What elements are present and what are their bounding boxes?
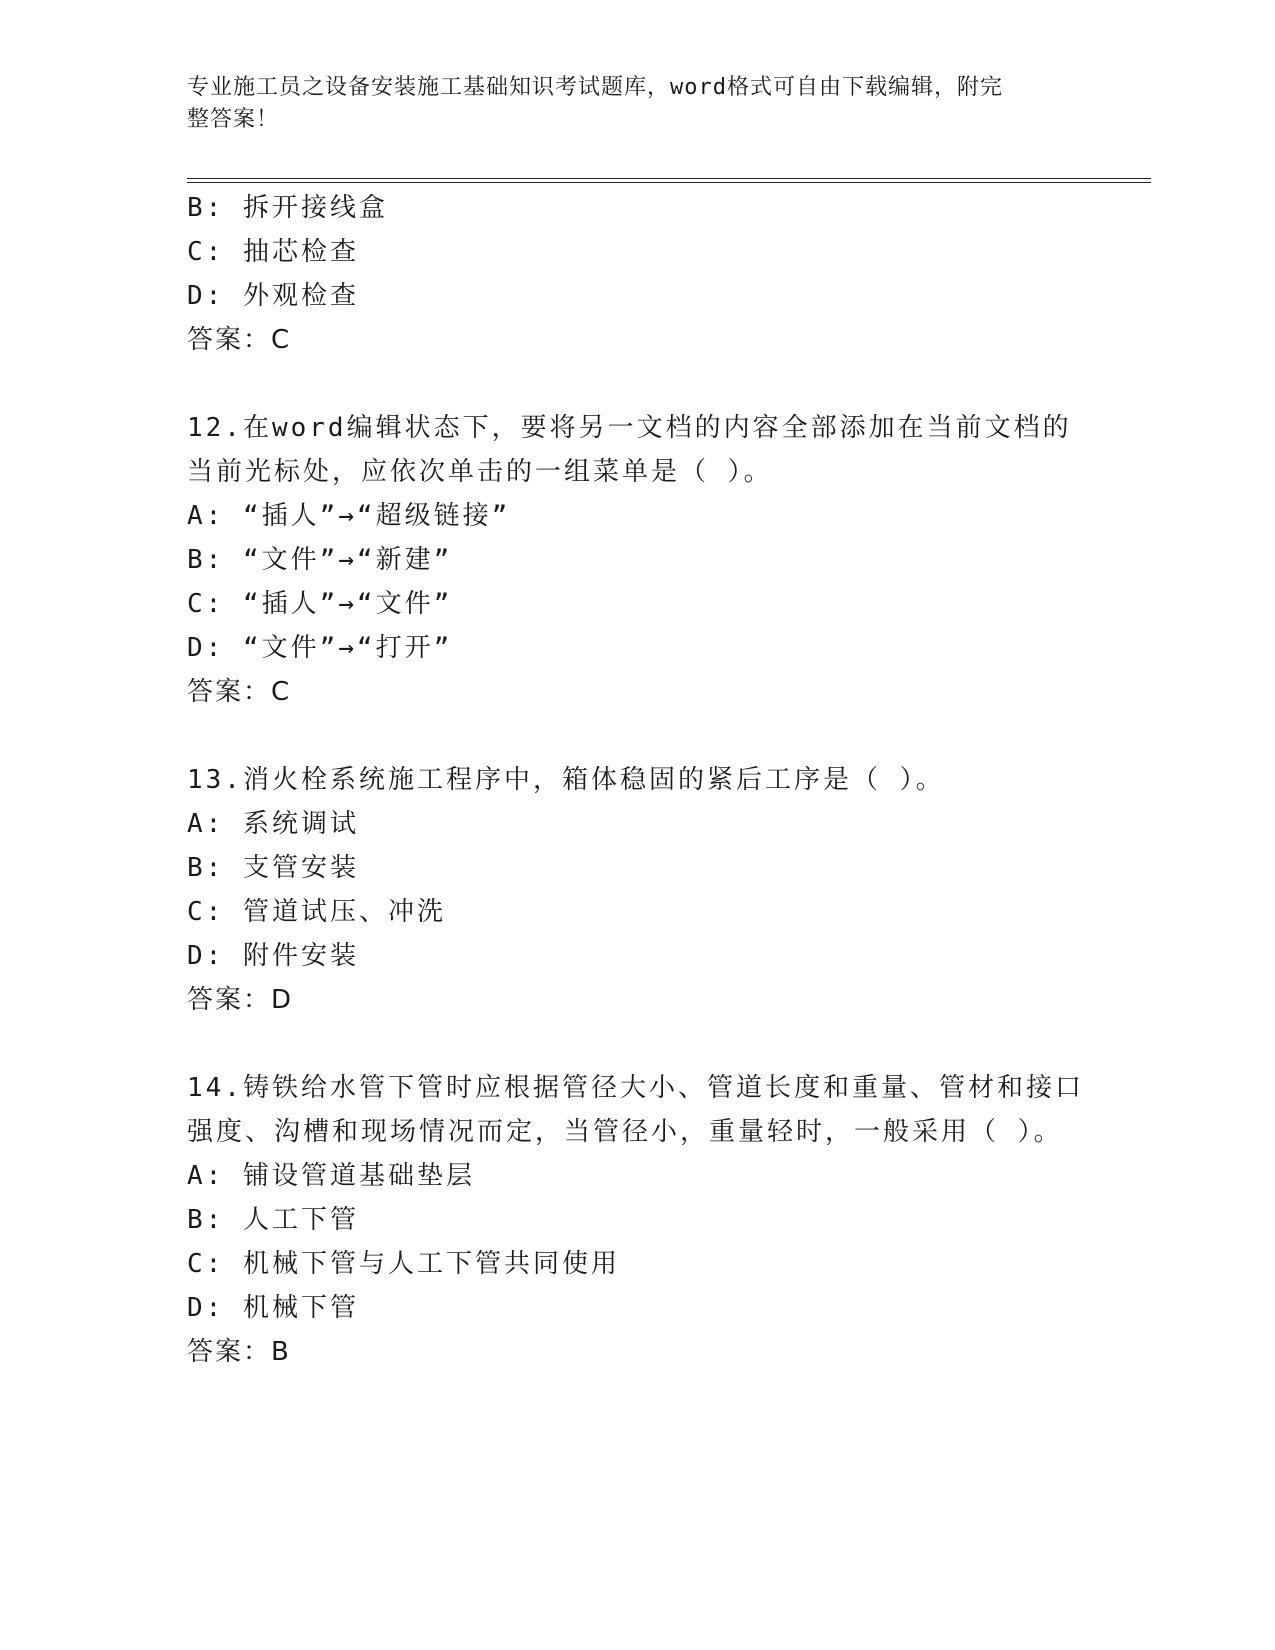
option-d: D: “文件”→“打开”	[187, 633, 453, 663]
option-c: C: 抽芯检查	[187, 237, 359, 267]
answer: 答案：B	[187, 1337, 291, 1367]
question-14-text-cont: 强度、沟槽和现场情况而定，当管径小，重量轻时，一般采用（ ）。	[187, 1117, 1063, 1147]
header-line-1: 专业施工员之设备安装施工基础知识考试题库，word格式可自由下载编辑，附完	[187, 75, 1003, 100]
answer: 答案：D	[187, 985, 294, 1015]
question-13-text: 13.消火栓系统施工程序中，箱体稳固的紧后工序是（ ）。	[187, 765, 945, 795]
option-c: C: 机械下管与人工下管共同使用	[187, 1249, 620, 1279]
option-a: A: 铺设管道基础垫层	[187, 1161, 475, 1191]
option-c: C: “插人”→“文件”	[187, 589, 453, 619]
option-b: B: 支管安装	[187, 853, 359, 883]
answer: 答案：C	[187, 677, 292, 707]
option-d: D: 附件安装	[187, 941, 359, 971]
option-b: B: “文件”→“新建”	[187, 545, 453, 575]
answer: 答案：C	[187, 325, 292, 355]
option-d: D: 机械下管	[187, 1293, 359, 1323]
question-14-text: 14.铸铁给水管下管时应根据管径大小、管道长度和重量、管材和接口	[187, 1073, 1084, 1103]
header-line-2: 整答案！	[187, 107, 280, 132]
question-12-text-cont: 当前光标处，应依次单击的一组菜单是（ ）。	[187, 457, 773, 487]
option-b: B: 拆开接线盒	[187, 193, 388, 223]
option-a: A: 系统调试	[187, 809, 359, 839]
header-divider	[187, 178, 1151, 183]
document-header	[187, 72, 1067, 136]
option-d: D: 外观检查	[187, 281, 359, 311]
option-c: C: 管道试压、冲洗	[187, 897, 446, 927]
question-12-text: 12.在word编辑状态下，要将另一文档的内容全部添加在当前文档的	[187, 413, 1072, 443]
option-a: A: “插人”→“超级链接”	[187, 501, 511, 531]
option-b: B: 人工下管	[187, 1205, 359, 1235]
